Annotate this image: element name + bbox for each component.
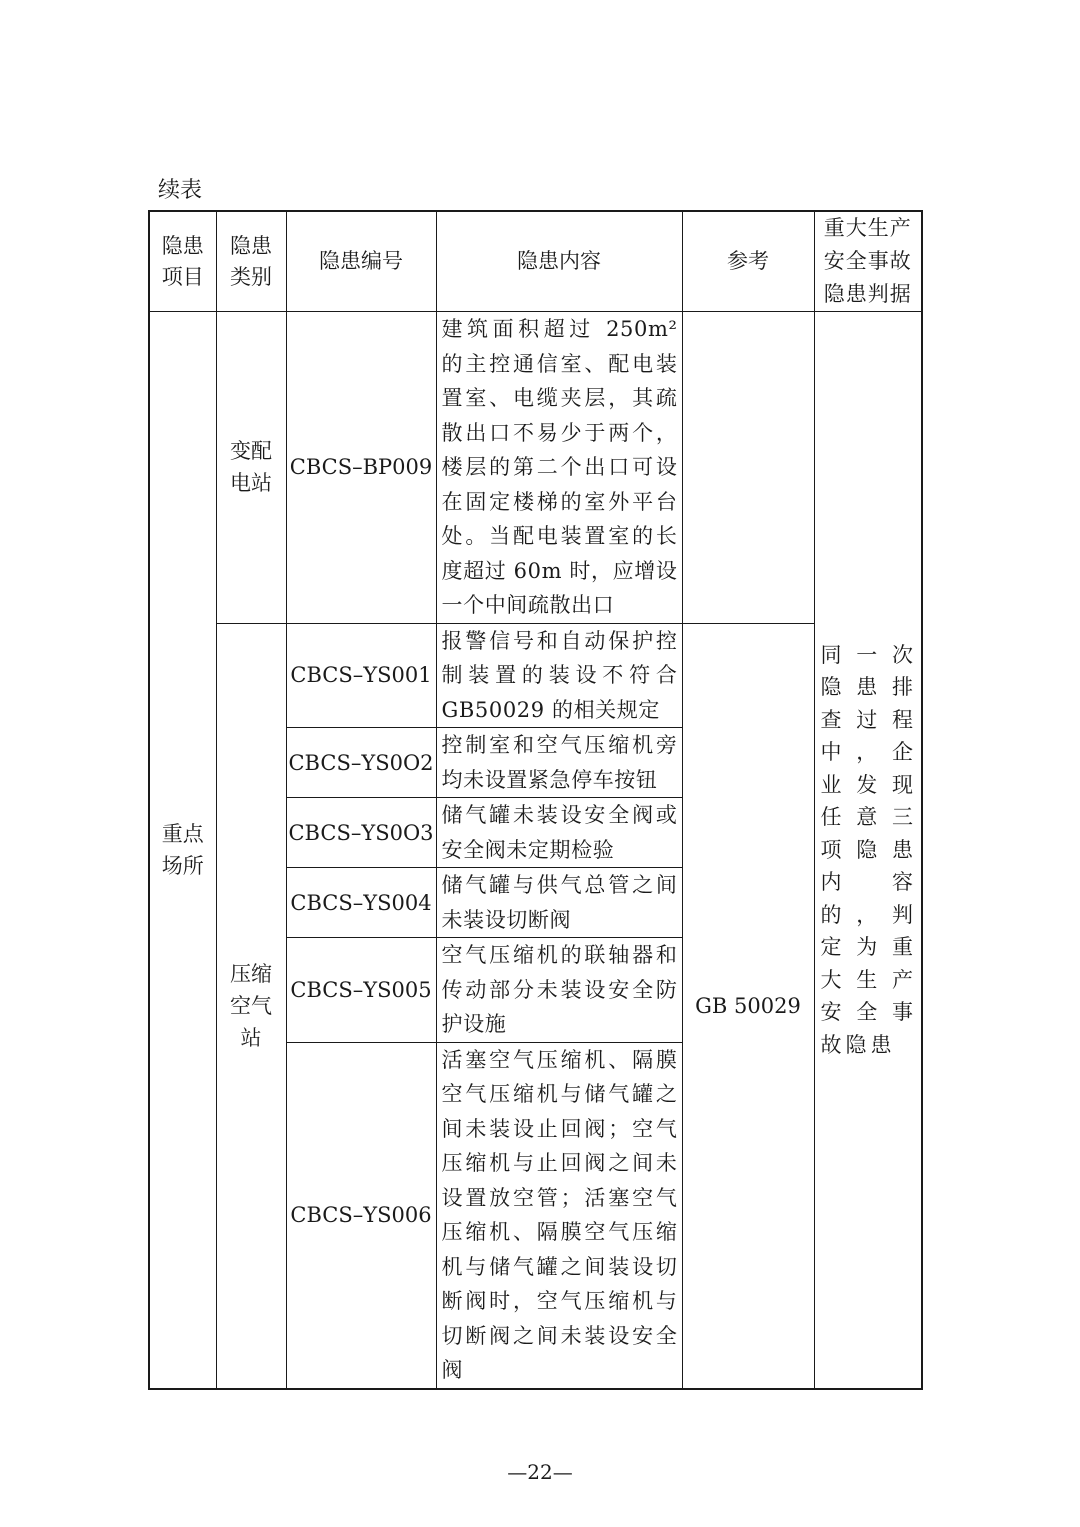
code-cell: CBCS–YS004 — [286, 868, 436, 938]
header-row — [149, 211, 922, 312]
content-cell: 控制室和空气压缩机旁均未设置紧急停车按钮 — [436, 728, 682, 798]
code-cell: CBCS–YS0O2 — [286, 728, 436, 798]
table-caption: 续表 — [158, 178, 203, 203]
content-cell: 报警信号和自动保护控制装置的装设不符合 GB50029 的相关规定 — [436, 623, 682, 728]
page-number: —22— — [507, 1460, 573, 1484]
code-cell: CBCS–YS0O3 — [286, 798, 436, 868]
header-reference: 参考 — [682, 211, 814, 312]
category-cell: 压缩空气站 — [216, 623, 286, 1389]
content-cell: 建筑面积超过 250m² 的主控通信室、配电装置室、电缆夹层，其疏散出口不易少于两个，楼层的第二个出口可设在固定楼梯的室外平台处。当配电装置室的长度超过 60m 时，应增设一个中间疏散出口 — [436, 312, 682, 624]
judgement-cell: 同一次隐患排查过程中，企业发现任意三项隐患内容的，判定为重大生产安全事故隐患 — [814, 312, 922, 1389]
hazard-table — [148, 210, 923, 1390]
header-item: 隐患项目 — [149, 211, 216, 312]
code-cell: CBCS–YS005 — [286, 938, 436, 1043]
header-category: 隐患类别 — [216, 211, 286, 312]
item-cell: 重点场所 — [149, 312, 216, 1389]
category-cell: 变配电站 — [216, 312, 286, 624]
content-cell: 活塞空气压缩机、隔膜空气压缩机与储气罐之间未装设止回阀；空气压缩机与止回阀之间未设置放空管；活塞空气压缩机、隔膜空气压缩机与储气罐之间装设切断阀时，空气压缩机与切断阀之间未装设安全阀 — [436, 1042, 682, 1389]
table-row — [149, 623, 922, 728]
content-cell: 储气罐未装设安全阀或安全阀未定期检验 — [436, 798, 682, 868]
content-cell: 空气压缩机的联轴器和传动部分未装设安全防护设施 — [436, 938, 682, 1043]
code-cell: CBCS–BP009 — [286, 312, 436, 624]
header-content: 隐患内容 — [436, 211, 682, 312]
code-cell: CBCS–YS001 — [286, 623, 436, 728]
code-cell: CBCS–YS006 — [286, 1042, 436, 1389]
table-row — [149, 312, 922, 624]
header-judgement: 重大生产安全事故隐患判据 — [814, 211, 922, 312]
content-cell: 储气罐与供气总管之间未装设切断阀 — [436, 868, 682, 938]
header-code: 隐患编号 — [286, 211, 436, 312]
reference-cell-empty — [682, 312, 814, 624]
reference-cell: GB 50029 — [682, 623, 814, 1389]
